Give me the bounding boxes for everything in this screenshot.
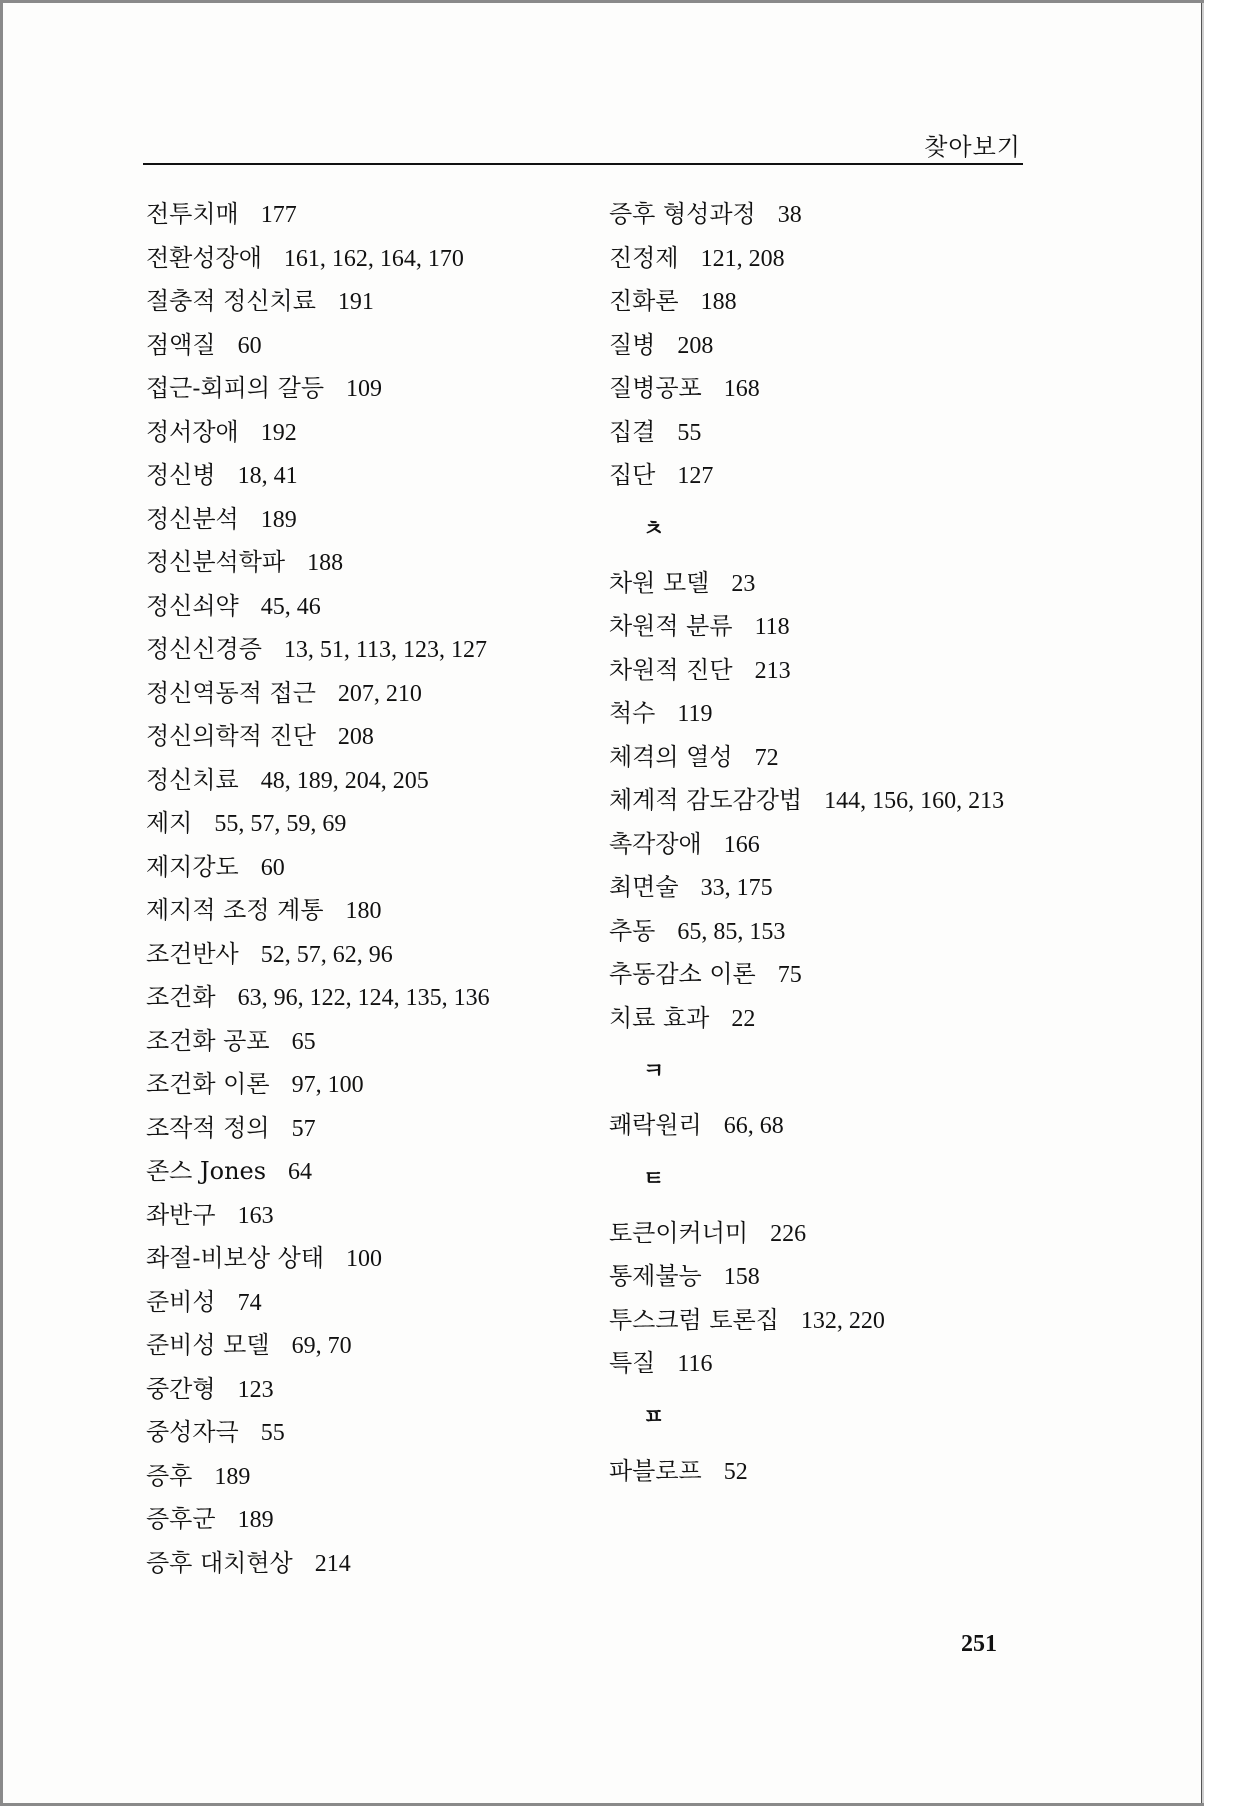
index-page-refs: 189 (260, 506, 297, 533)
index-entry (146, 237, 586, 281)
index-term: 치료 효과 (609, 1003, 710, 1032)
index-term: 정신쇠약 (146, 591, 239, 620)
index-page-refs: 55 (677, 419, 702, 446)
index-term: 정신의학적 진단 (146, 722, 316, 750)
index-entry (609, 280, 1049, 324)
index-entry (609, 1104, 1049, 1148)
index-term: 정신치료 (146, 765, 239, 794)
index-page-refs: 57 (291, 1115, 316, 1142)
page-number: 251 (961, 1631, 997, 1657)
index-page-refs: 52, 57, 62, 96 (260, 941, 393, 968)
index-page-refs: 213 (754, 657, 791, 684)
index-page-refs: 127 (677, 463, 714, 489)
index-term: 쾌락원리 (609, 1111, 702, 1139)
index-page-refs: 189 (237, 1507, 274, 1533)
index-page-refs: 100 (346, 1246, 383, 1272)
index-page-refs: 18, 41 (237, 463, 298, 489)
index-term: 조건화 (146, 983, 216, 1011)
index-term: 집결 (609, 417, 656, 446)
index-entry (609, 736, 1049, 780)
index-page-refs: 208 (677, 332, 714, 359)
index-page-refs: 66, 68 (723, 1113, 784, 1139)
index-entry (609, 367, 1049, 411)
index-section-letter: ㅊ (643, 516, 665, 542)
index-page-refs: 38 (777, 202, 802, 228)
index-term: 접근-회피의 갈등 (146, 374, 325, 402)
index-term: 질병 (609, 330, 656, 359)
index-term: 통제불능 (609, 1262, 702, 1290)
index-entry (609, 692, 1049, 736)
index-entry (609, 866, 1049, 910)
index-term: 정신신경증 (146, 635, 262, 663)
index-page-refs: 144, 156, 160, 213 (824, 788, 1005, 814)
index-entry (146, 1194, 586, 1238)
index-entry (609, 324, 1049, 368)
index-entry (146, 411, 586, 455)
index-entry (146, 1107, 586, 1151)
index-term: 제지강도 (146, 852, 239, 881)
index-term: 정신분석 (146, 504, 239, 533)
index-entry (609, 454, 1049, 498)
index-page-refs: 214 (314, 1550, 351, 1577)
index-page-refs: 23 (731, 570, 756, 597)
index-term: 질병공포 (609, 374, 702, 402)
book-page (3, 3, 1201, 1803)
index-entry (609, 1299, 1049, 1343)
index-entry (146, 976, 586, 1020)
index-entry (146, 889, 586, 933)
index-entry (609, 910, 1049, 954)
index-section-letter: ㅌ (643, 1166, 665, 1192)
index-term: 증후 (146, 1461, 193, 1490)
index-page-refs: 116 (677, 1351, 713, 1377)
index-entry (146, 1368, 586, 1412)
index-page-refs: 226 (770, 1220, 807, 1247)
index-term: 점액질 (146, 330, 216, 359)
right-gutter (1204, 0, 1260, 1806)
index-page-refs: 158 (723, 1264, 760, 1290)
index-column-left (146, 193, 586, 1585)
index-entry (146, 1455, 586, 1499)
index-entry (146, 802, 586, 846)
index-entry (146, 672, 586, 716)
index-term: 진화론 (609, 287, 679, 315)
index-page-refs: 161, 162, 164, 170 (283, 245, 464, 272)
index-page-refs: 188 (700, 289, 737, 315)
index-term: 제지적 조정 계통 (146, 896, 324, 924)
index-entry (146, 846, 586, 890)
index-section-letter: ㅋ (643, 1059, 665, 1084)
index-entry (609, 237, 1049, 281)
index-entry (146, 193, 586, 237)
index-entry (609, 1212, 1049, 1256)
index-page-refs: 60 (237, 332, 262, 359)
index-term: 특질 (609, 1349, 656, 1377)
index-page-refs: 177 (260, 202, 297, 228)
index-page-refs: 192 (260, 419, 297, 446)
index-page-refs: 33, 175 (700, 875, 773, 901)
index-term: 증후 형성과정 (609, 200, 756, 228)
index-entry (146, 324, 586, 368)
index-entry (609, 1342, 1049, 1386)
index-entry (146, 1498, 586, 1542)
index-term: 정신분석학파 (146, 548, 286, 576)
index-page-refs: 207, 210 (337, 680, 422, 707)
index-term: 정서장애 (146, 417, 239, 446)
index-term: 체계적 감도감강법 (609, 786, 803, 814)
index-term: 척수 (609, 699, 656, 727)
index-entry (146, 280, 586, 324)
index-term: 체격의 열성 (609, 742, 733, 771)
index-page-refs: 69, 70 (291, 1333, 352, 1359)
index-entry (146, 1150, 586, 1194)
index-term: 차원적 진단 (609, 655, 733, 684)
index-page-refs: 208 (337, 724, 374, 750)
page-header-title: 찾아보기 (924, 133, 1021, 161)
header-rule (143, 163, 1023, 165)
index-term: 증후군 (146, 1505, 216, 1533)
index-page-refs: 75 (777, 962, 802, 988)
index-term: 차원적 분류 (609, 612, 733, 640)
index-page-refs: 60 (260, 854, 285, 881)
index-page-refs: 72 (754, 744, 779, 771)
index-page-refs: 65, 85, 153 (677, 918, 786, 945)
index-page-refs: 64 (288, 1159, 313, 1185)
index-term: 파블로프 (609, 1456, 702, 1485)
index-term: 최면술 (609, 873, 679, 901)
index-entry (609, 1450, 1049, 1494)
index-column-right (609, 193, 1049, 1493)
index-term: 전투치매 (146, 200, 239, 228)
index-entry (609, 823, 1049, 867)
index-entry (146, 1542, 586, 1586)
index-term: 좌반구 (146, 1200, 216, 1229)
index-page-refs: 48, 189, 204, 205 (260, 767, 429, 794)
index-term: 집단 (609, 461, 656, 489)
index-page-refs: 97, 100 (291, 1072, 364, 1098)
index-term: 조작적 정의 (146, 1113, 270, 1142)
index-page-refs: 55 (260, 1420, 285, 1446)
index-page-refs: 45, 46 (260, 593, 321, 620)
index-term: 제지 (146, 809, 193, 837)
index-entry (146, 1237, 586, 1281)
index-page-refs: 168 (723, 376, 760, 402)
index-term: 정신병 (146, 461, 216, 489)
index-entry (146, 1281, 586, 1325)
index-page-refs: 123 (237, 1376, 274, 1403)
index-entry (146, 498, 586, 542)
index-page-refs: 163 (237, 1202, 274, 1229)
index-page-refs: 65 (291, 1028, 316, 1055)
index-term: 차원 모델 (609, 568, 710, 597)
index-page-refs: 191 (337, 289, 374, 315)
index-term: 증후 대치현상 (146, 1548, 293, 1577)
index-page-refs: 119 (677, 701, 713, 727)
index-entry (146, 454, 586, 498)
index-term: 전환성장애 (146, 243, 262, 272)
index-page-refs: 22 (731, 1005, 756, 1032)
index-entry (146, 1411, 586, 1455)
index-entry (609, 193, 1049, 237)
index-entry (146, 759, 586, 803)
index-term: 조건화 공포 (146, 1026, 270, 1055)
index-term: 조건반사 (146, 939, 239, 968)
index-entry (146, 1020, 586, 1064)
index-entry (146, 1063, 586, 1107)
index-entry (609, 997, 1049, 1041)
index-term: 추동감소 이론 (609, 960, 756, 988)
index-term: 촉각장애 (609, 829, 702, 858)
index-term: 투스크럼 토론집 (609, 1305, 779, 1334)
index-entry (609, 779, 1049, 823)
index-page-refs: 109 (346, 376, 383, 402)
index-term: 진정제 (609, 243, 679, 272)
index-term: 존스 Jones (146, 1157, 267, 1185)
index-page-refs: 118 (754, 614, 790, 640)
index-page-refs: 13, 51, 113, 123, 127 (283, 637, 488, 663)
index-entry (146, 933, 586, 977)
index-page-refs: 166 (723, 831, 760, 858)
index-entry (609, 411, 1049, 455)
index-section-letter: ㅍ (643, 1404, 665, 1430)
index-page-refs: 188 (307, 550, 344, 576)
index-entry (146, 585, 586, 629)
index-entry (146, 1324, 586, 1368)
index-term: 정신역동적 접근 (146, 678, 316, 707)
index-term: 좌절-비보상 상태 (146, 1244, 325, 1272)
index-entry (146, 541, 586, 585)
index-term: 중간형 (146, 1374, 216, 1403)
index-entry (609, 605, 1049, 649)
index-term: 추동 (609, 916, 656, 945)
index-page-refs: 52 (723, 1458, 748, 1485)
index-entry (146, 715, 586, 759)
index-page-refs: 121, 208 (700, 245, 785, 272)
index-term: 토큰이커너미 (609, 1218, 749, 1247)
index-term: 중성자극 (146, 1418, 239, 1446)
index-term: 조건화 이론 (146, 1070, 270, 1098)
index-page-refs: 180 (345, 898, 382, 924)
index-term: 준비성 모델 (146, 1331, 270, 1359)
index-entry (609, 953, 1049, 997)
index-page-refs: 63, 96, 122, 124, 135, 136 (237, 985, 490, 1011)
index-page-refs: 74 (237, 1289, 262, 1316)
index-entry (609, 649, 1049, 693)
index-term: 준비성 (146, 1287, 216, 1316)
index-entry (609, 1255, 1049, 1299)
index-entry (146, 628, 586, 672)
index-page-refs: 189 (214, 1463, 251, 1490)
index-page-refs: 132, 220 (800, 1307, 885, 1334)
index-entry (609, 562, 1049, 606)
index-entry (146, 367, 586, 411)
index-term: 절충적 정신치료 (146, 287, 316, 315)
index-page-refs: 55, 57, 59, 69 (214, 811, 347, 837)
